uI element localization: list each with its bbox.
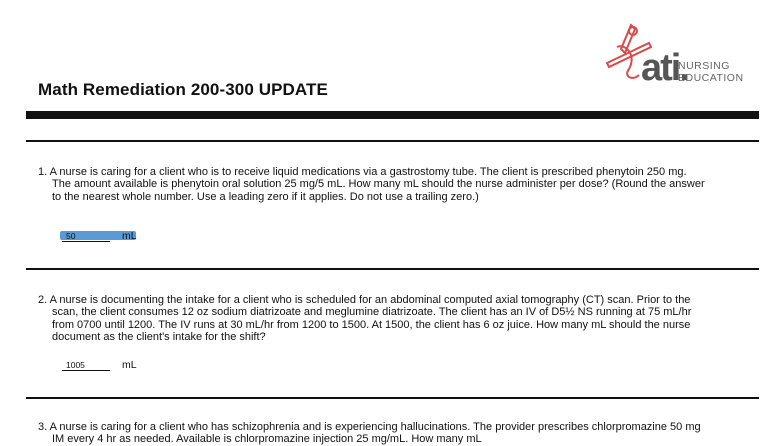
- question-2-unit: mL: [122, 359, 137, 371]
- question-3-text: [38, 421, 708, 446]
- logo-line-2: EDUCATION: [678, 72, 744, 84]
- question-2-answer-value[interactable]: 1005: [62, 360, 110, 371]
- question-2: [38, 294, 708, 344]
- question-3-body: A nurse is caring for a client who has schizophrenia and is experiencing hallucinations. The provider prescribes chlorpromazine 50 mg IM every 4 hr as needed. Available is chlorpromazine injection 25 mg/mL. How many mL: [49, 421, 701, 446]
- question-2-number: 2.: [38, 294, 48, 306]
- page-title: Math Remediation 200-300 UPDATE: [38, 80, 328, 99]
- question-2-body: A nurse is documenting the intake for a client who is scheduled for an abdominal computed axial tomography (CT) scan. Prior to the scan, the client consumes 12 oz sodium diatrizoate and meglumine diatrizoate. The client has an IV of D5½ NS running at 75 mL/hr from 0700 until 1200. The IV runs at 30 mL/hr from 1200 to 1500. At 1500, the client has 6 oz juice. How many mL should the nurse document as the client's intake for the shift?: [49, 294, 692, 344]
- ati-logo: [603, 19, 743, 91]
- question-2-text: [38, 294, 708, 344]
- question-1-unit: mL: [122, 230, 137, 242]
- question-3: [38, 421, 708, 446]
- header-divider-thick: [26, 111, 759, 119]
- question-1: [38, 166, 708, 203]
- logo-mark: ati.: [641, 47, 688, 89]
- logo-text: [678, 60, 744, 84]
- question-1-text: [38, 166, 708, 203]
- question-1-answer-value[interactable]: 50: [62, 231, 110, 242]
- question-1-body: A nurse is caring for a client who is to receive liquid medications via a gastrostomy tube. The client is prescribed phenytoin 250 mg. The amount available is phenytoin oral solution 25 mg/5 mL. How many mL should the nurse administer per dose? (Round the answer to the nearest whole number. Use a leading zero if it applies. Do not use a trailing zero.): [49, 166, 705, 203]
- header-divider-thin: [26, 140, 759, 142]
- question-2-answer[interactable]: [62, 359, 137, 371]
- question-divider-1: [26, 268, 759, 270]
- logo-line-1: NURSING: [678, 60, 730, 72]
- question-1-answer[interactable]: [62, 230, 137, 242]
- question-1-number: 1.: [38, 166, 48, 178]
- question-divider-2: [26, 397, 759, 399]
- question-3-number: 3.: [38, 421, 48, 433]
